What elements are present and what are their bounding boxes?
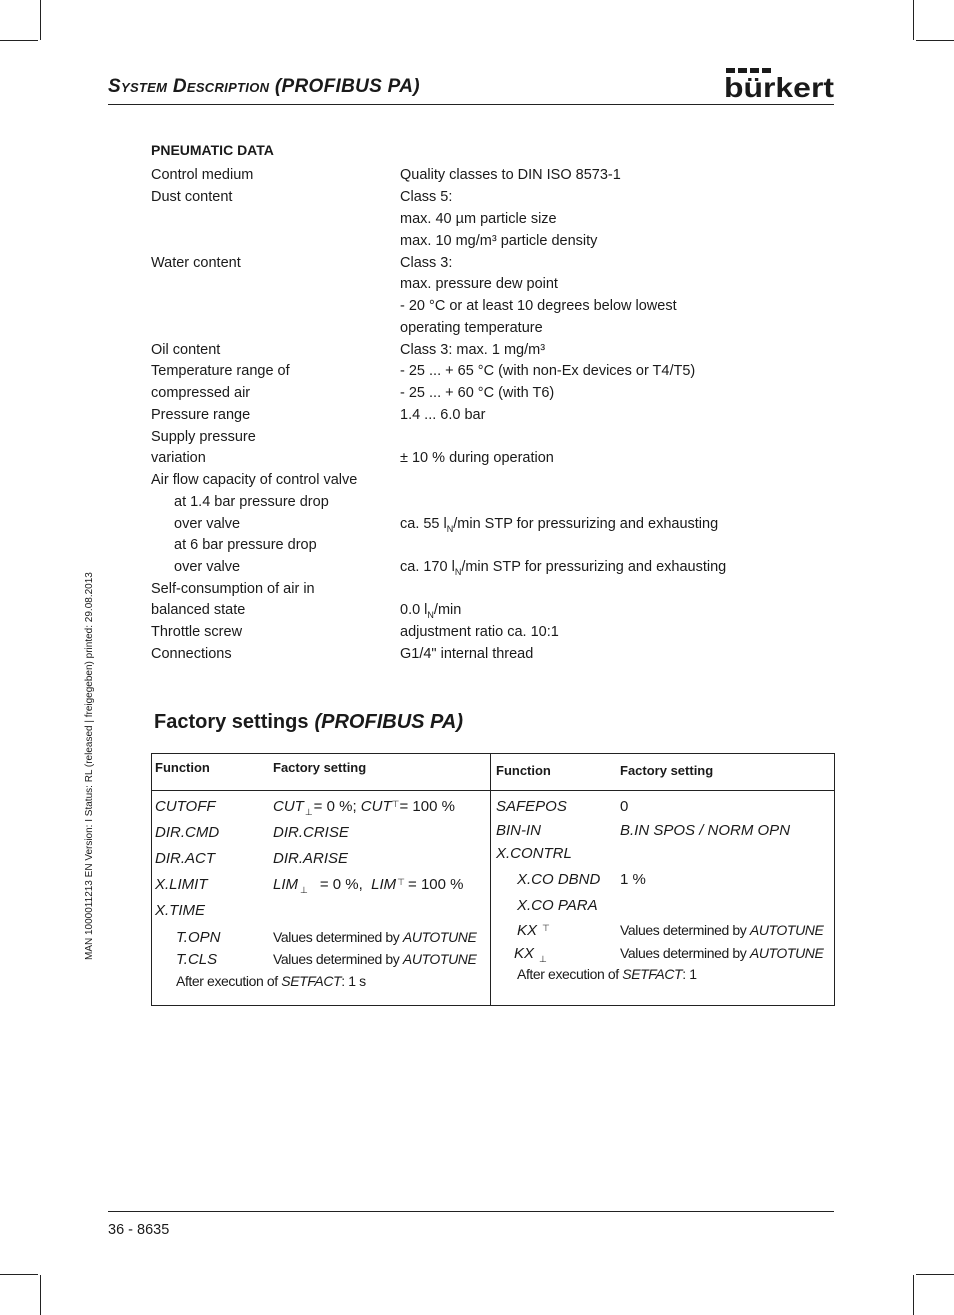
right-fn-kx-bottom [514, 945, 547, 965]
pneumatic-row-value: max. 40 µm particle size [400, 211, 557, 227]
top-symbol-icon: ⊤ [542, 923, 550, 933]
print-status-note: MAN 1000011213 EN Version: I Status: RL (released | freigegeben) printed: 29.08.2013 [84, 572, 95, 960]
pneumatic-row-label: compressed air [151, 385, 251, 401]
pneumatic-row-label: Air flow capacity of control valve [151, 472, 358, 488]
pneumatic-row-value [400, 559, 726, 577]
pneumatic-row-value: Class 3: max. 1 mg/m³ [400, 342, 546, 358]
value-subscript: N [446, 523, 454, 534]
top-symbol-icon: ⊤ [391, 799, 400, 809]
values-determined-text: Values determined by [620, 922, 747, 938]
cut-label: CUT [360, 798, 392, 815]
pneumatic-row-label: Oil content [151, 342, 221, 358]
pneumatic-row-value: operating temperature [400, 320, 543, 336]
cut-label: CUT [273, 798, 304, 815]
pneumatic-row-label: Supply pressure [151, 429, 256, 445]
left-val-xlimit [273, 876, 463, 896]
kx-label: KX [514, 945, 535, 962]
after-exec-value: : 1 [682, 966, 697, 982]
pneumatic-row-label: at 1.4 bar pressure drop [174, 494, 329, 510]
right-val-xcodbnd: 1 % [620, 871, 646, 888]
factory-settings-table [151, 753, 835, 1006]
pneumatic-row-value: Quality classes to DIN ISO 8573-1 [400, 167, 621, 183]
after-exec-value: : 1 s [341, 973, 366, 989]
pneumatic-row-label: Dust content [151, 189, 233, 205]
autotune-text: AUTOTUNE [749, 922, 824, 938]
autotune-text: AUTOTUNE [402, 951, 477, 967]
bottom-symbol-icon: ⊥ [300, 885, 308, 895]
values-determined-text: Values determined by [273, 951, 400, 967]
table-header-rule [152, 790, 834, 791]
pneumatic-data-heading: PNEUMATIC DATA [151, 142, 274, 158]
left-fn-diract: DIR.ACT [155, 850, 215, 867]
factory-settings-title-text: Factory settings [154, 711, 309, 733]
left-after-exec [176, 973, 366, 989]
right-fn-kx-top [517, 922, 550, 939]
value-suffix: /min STP for pressurizing and exhausting [453, 516, 719, 532]
value-main: ca. 55 l [400, 516, 447, 532]
values-determined-text: Values determined by [273, 929, 400, 945]
pneumatic-row-value: max. pressure dew point [400, 276, 558, 292]
pneumatic-row-label: Connections [151, 646, 232, 662]
page-header-title [108, 76, 420, 98]
value-main: 0.0 l [400, 602, 428, 618]
kx-label: KX [517, 922, 538, 939]
pneumatic-row-value: ± 10 % during operation [400, 450, 554, 466]
pneumatic-row-label: variation [151, 450, 206, 466]
factory-settings-title [154, 711, 463, 734]
pneumatic-row-label: Throttle screw [151, 624, 243, 640]
factory-settings-title-italic: (PROFIBUS PA) [314, 711, 463, 733]
pneumatic-row-label: Control medium [151, 167, 254, 183]
autotune-text: AUTOTUNE [749, 945, 824, 961]
values-determined-text: Values determined by [620, 945, 747, 961]
header-title-suffix: (PROFIBUS PA) [274, 76, 420, 97]
pneumatic-row-value: - 25 ... + 60 °C (with T6) [400, 385, 555, 401]
lim-lower-value: = 0 %, [319, 876, 363, 893]
footer-rule [108, 1211, 834, 1212]
right-fn-xcopara: X.CO PARA [517, 897, 598, 914]
pneumatic-row-label: over valve [174, 516, 241, 532]
table-divider [490, 754, 491, 1005]
pneumatic-row-label: balanced state [151, 602, 246, 618]
left-val-dircmd: DIR.CRISE [273, 824, 349, 841]
right-setting-header: Factory setting [620, 763, 714, 778]
crop-mark [913, 0, 914, 40]
cut-lower-value: = 0 %; [313, 798, 361, 815]
pneumatic-row-value [400, 516, 718, 534]
crop-mark [916, 1274, 954, 1275]
cut-upper-value: = 100 % [399, 798, 455, 815]
crop-mark [0, 40, 38, 41]
right-val-safepos: 0 [620, 798, 629, 815]
left-fn-dircmd: DIR.CMD [155, 824, 220, 841]
pneumatic-row-value: 1.4 ... 6.0 bar [400, 407, 486, 423]
pneumatic-row-value: G1/4" internal thread [400, 646, 534, 662]
crop-mark [916, 40, 954, 41]
left-fn-xtime: X.TIME [155, 902, 206, 919]
left-val-topn [273, 929, 476, 945]
left-val-cutoff [273, 798, 455, 818]
burkert-logo [724, 66, 834, 100]
pneumatic-row-label: at 6 bar pressure drop [174, 537, 317, 553]
right-function-header: Function [496, 763, 551, 778]
crop-mark [0, 1274, 38, 1275]
left-fn-cutoff: CUTOFF [155, 798, 216, 815]
pneumatic-row-label: Pressure range [151, 407, 251, 423]
svg-text:bürkert: bürkert [724, 72, 834, 100]
after-exec-text: After execution of [517, 966, 619, 982]
pneumatic-row-value: Class 3: [400, 255, 453, 271]
right-val-binin: B.IN SPOS / NORM OPN [620, 822, 791, 839]
lim-upper-value: = 100 % [408, 876, 464, 893]
page-number: 36 - 8635 [108, 1222, 170, 1238]
lim-label: LIM [371, 876, 397, 893]
pneumatic-row-label: Self-consumption of air in [151, 581, 315, 597]
left-val-diract: DIR.ARISE [273, 850, 349, 867]
pneumatic-row-label: over valve [174, 559, 241, 575]
value-subscript: N [454, 566, 462, 577]
after-exec-text: After execution of [176, 973, 278, 989]
pneumatic-row-value: - 25 ... + 65 °C (with non-Ex devices or T4/T5) [400, 363, 696, 379]
right-fn-safepos: SAFEPOS [496, 798, 567, 815]
header-rule [108, 104, 834, 105]
header-title-main: System Description [108, 76, 270, 97]
crop-mark [913, 1275, 914, 1315]
pneumatic-row-value: adjustment ratio ca. 10:1 [400, 624, 559, 640]
pneumatic-row-value [400, 602, 461, 620]
lim-label: LIM [273, 876, 299, 893]
value-subscript: N [427, 609, 434, 620]
left-setting-header: Factory setting [273, 760, 367, 775]
value-suffix: /min [433, 602, 462, 618]
left-fn-topn: T.OPN [176, 929, 221, 946]
pneumatic-row-value: - 20 °C or at least 10 degrees below lowest [400, 298, 677, 314]
pneumatic-row-value: Class 5: [400, 189, 453, 205]
pneumatic-row-value: max. 10 mg/m³ particle density [400, 233, 598, 249]
autotune-text: AUTOTUNE [402, 929, 477, 945]
left-fn-tcls: T.CLS [176, 951, 218, 968]
right-fn-xcontrl: X.CONTRL [496, 845, 572, 862]
bottom-symbol-icon: ⊥ [304, 807, 313, 817]
pneumatic-row-label: Water content [151, 255, 241, 271]
right-after-exec [517, 966, 697, 982]
pneumatic-row-label: Temperature range of [151, 363, 290, 379]
right-fn-binin: BIN-IN [496, 822, 541, 839]
crop-mark [40, 0, 41, 40]
setfact-text: SETFACT [281, 973, 342, 989]
setfact-text: SETFACT [622, 966, 683, 982]
right-fn-xcodbnd: X.CO DBND [517, 871, 601, 888]
top-symbol-icon: ⊤ [397, 877, 406, 887]
left-val-tcls [273, 951, 476, 967]
right-val-kx-top [620, 922, 823, 938]
left-fn-xlimit: X.LIMIT [155, 876, 208, 893]
value-main: ca. 170 l [400, 559, 455, 575]
crop-mark [40, 1275, 41, 1315]
left-function-header: Function [155, 760, 210, 775]
right-val-kx-bottom [620, 945, 823, 961]
bottom-symbol-icon: ⊥ [539, 954, 547, 964]
value-suffix: /min STP for pressurizing and exhausting [461, 559, 727, 575]
